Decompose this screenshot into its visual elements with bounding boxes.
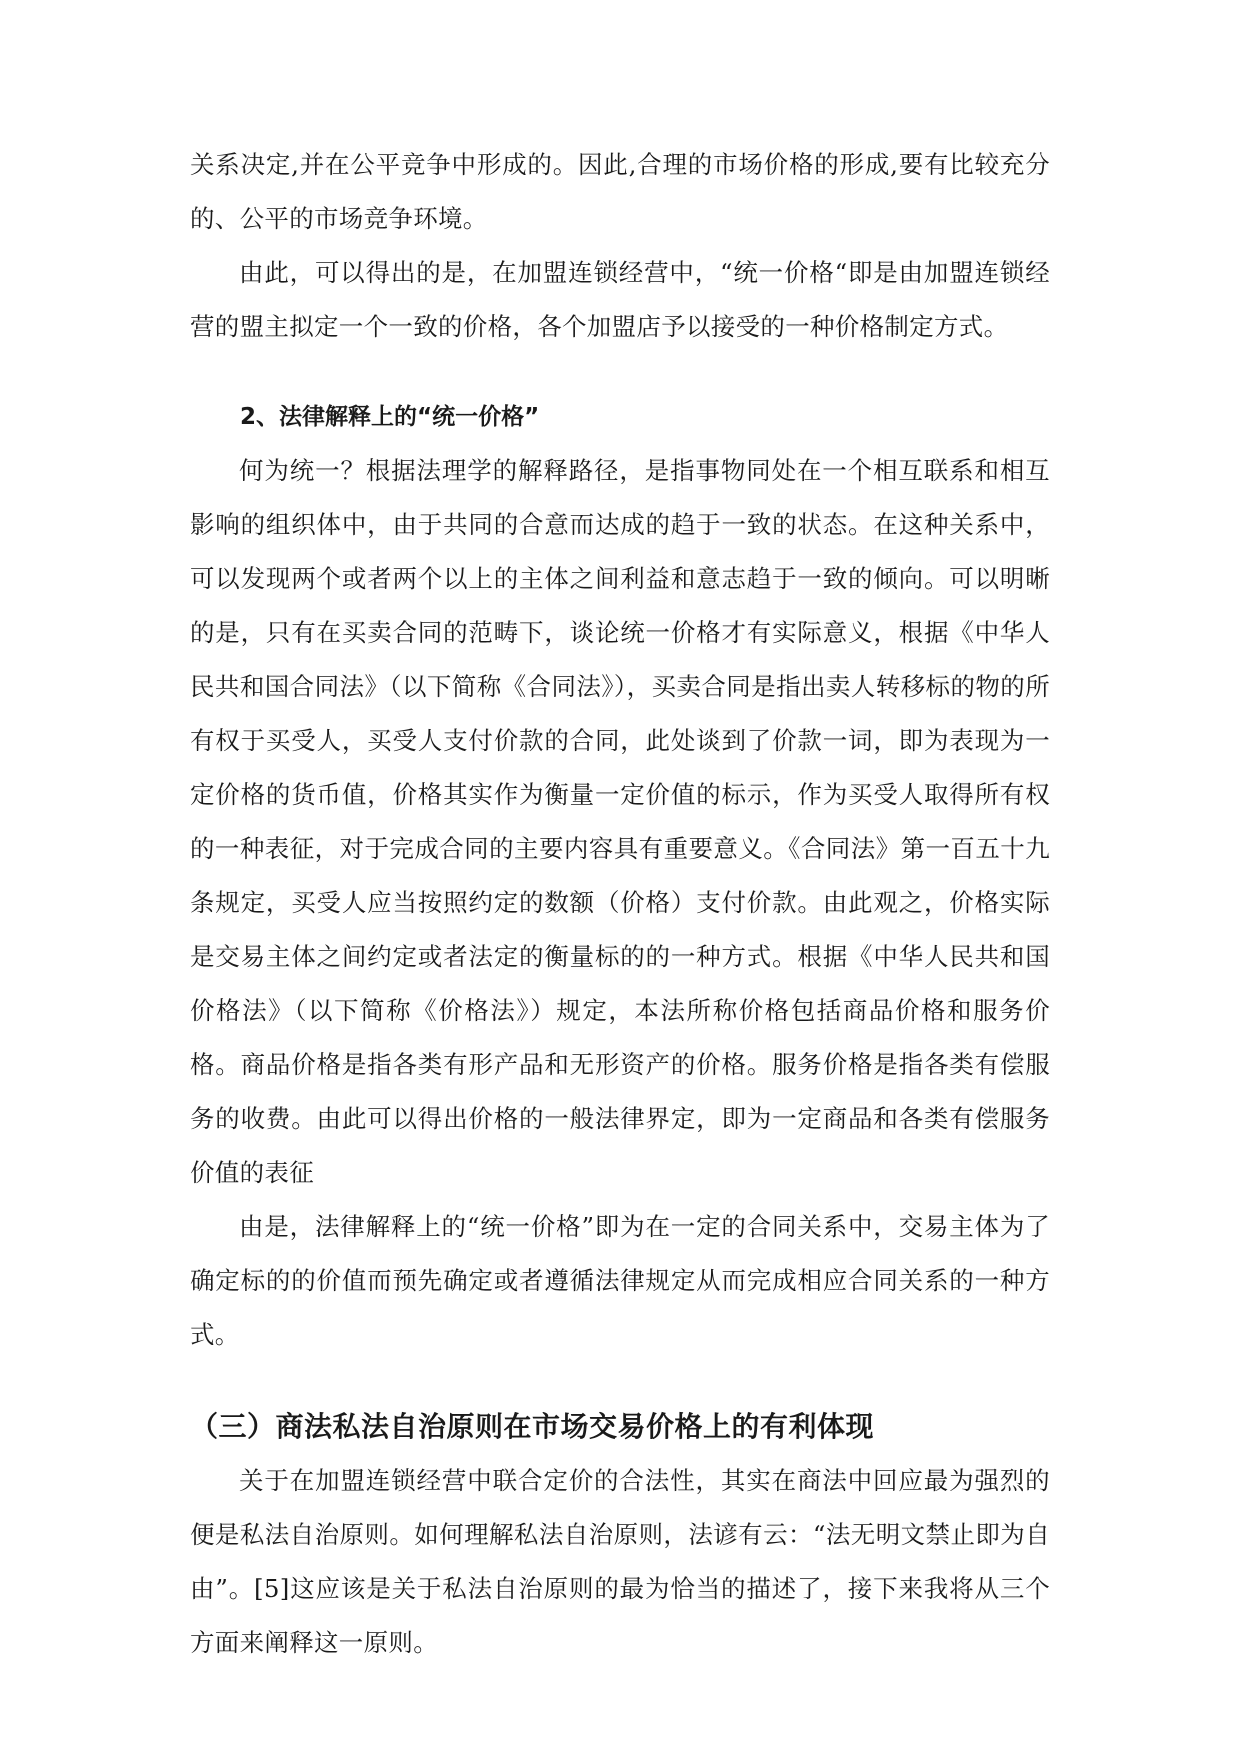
paragraph-legal-conclusion: 由是，法律解释上的“统一价格”即为在一定的合同关系中，交易主体为了确定标的的价值而预先确定或者遵循法律规定从而完成相应合同关系的一种方式。 xyxy=(190,1212,1050,1349)
paragraph-private-autonomy: 关于在加盟连锁经营中联合定价的合法性，其实在商法中回应最为强烈的便是私法自治原则。如何理解私法自治原则，法谚有云：“法无明文禁止即为自由”。[5]这应该是关于私法自治原则的最为恰当的描述了，接下来我将从三个方面来阐释这一原则。 xyxy=(190,1466,1050,1657)
spacer xyxy=(190,1362,1050,1400)
section-heading-private-autonomy: （三）商法私法自治原则在市场交易价格上的有利体现 xyxy=(190,1410,875,1443)
document-body xyxy=(190,138,1050,1670)
subheading-legal-interpretation: 2、法律解释上的“统一价格” xyxy=(240,404,540,430)
spacer xyxy=(190,354,1050,390)
paragraph-unified-price-definition: 由此，可以得出的是，在加盟连锁经营中，“统一价格“即是由加盟连锁经营的盟主拟定一个一致的价格，各个加盟店予以接受的一种价格制定方式。 xyxy=(190,258,1050,341)
paragraph-legal-interpretation: 何为统一？根据法理学的解释路径，是指事物同处在一个相互联系和相互影响的组织体中，由于共同的合意而达成的趋于一致的状态。在这种关系中，可以发现两个或者两个以上的主体之间利益和意志趋于一致的倾向。可以明晰的是，只有在买卖合同的范畴下，谈论统一价格才有实际意义，根据《中华人民共和国合同法》（以下简称《合同法》），买卖合同是指出卖人转移标的物的所有权于买受人，买受人支付价款的合同，此处谈到了价款一词，即为表现为一定价格的货币值，价格其实作为衡量一定价值的标示，作为买受人取得所有权的一种表征，对于完成合同的主要内容具有重要意义。《合同法》第一百五十九条规定，买受人应当按照约定的数额（价格）支付价款。由此观之，价格实际是交易主体之间约定或者法定的衡量标的的一种方式。根据《中华人民共和国价格法》（以下简称《价格法》）规定，本法所称价格包括商品价格和服务价格。商品价格是指各类有形产品和无形资产的价格。服务价格是指各类有偿服务的收费。由此可以得出价格的一般法律界定，即为一定商品和各类有偿服务价值的表征 xyxy=(190,456,1050,1187)
paragraph-market-competition: 关系决定,并在公平竞争中形成的。因此,合理的市场价格的形成,要有比较充分的、公平的市场竞争环境。 xyxy=(190,150,1050,233)
